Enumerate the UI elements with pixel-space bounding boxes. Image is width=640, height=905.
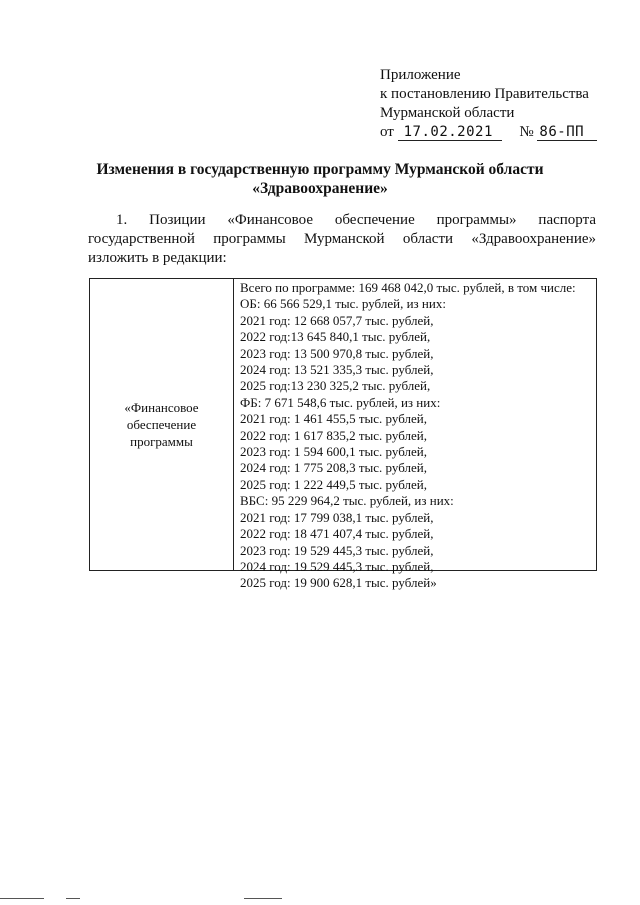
- value-line: 2025 год: 1 222 449,5 тыс. рублей,: [240, 476, 427, 492]
- date-prefix: от: [380, 124, 394, 140]
- value-line: Всего по программе: 169 468 042,0 тыс. рублей, в том числе:: [240, 280, 576, 295]
- value-line: 2024 год: 1 775 208,3 тыс. рублей,: [240, 460, 427, 476]
- document-title: [0, 160, 640, 198]
- decree-number: 86-ПП: [537, 125, 597, 141]
- title-line-1: Изменения в государственную программу Мурманской области: [96, 161, 544, 178]
- appendix-date-number-row: [380, 123, 630, 142]
- paragraph-line-1: 1. Позиции «Финансовое обеспечение программы» паспорта: [116, 212, 596, 228]
- footer-rule: [244, 898, 282, 899]
- paragraph-line-2: государственной программы Мурманской области «Здравоохранение»: [88, 231, 596, 247]
- footer-rule: [0, 898, 44, 899]
- label-line: «Финансовое: [124, 400, 199, 415]
- label-line: программы: [130, 434, 193, 449]
- value-line: 2025 год:13 230 325,2 тыс. рублей,: [240, 378, 431, 394]
- value-line: ФБ: 7 671 548,6 тыс. рублей, из них:: [240, 394, 441, 410]
- value-line: 2024 год: 13 521 335,3 тыс. рублей,: [240, 362, 434, 378]
- appendix-region: Мурманской области: [380, 105, 515, 121]
- value-line: 2022 год: 1 617 835,2 тыс. рублей,: [240, 427, 427, 443]
- value-line: 2021 год: 12 668 057,7 тыс. рублей,: [240, 312, 434, 328]
- table-value-cell: [240, 280, 592, 592]
- value-line: 2021 год: 1 461 455,5 тыс. рублей,: [240, 411, 427, 427]
- value-line: 2021 год: 17 799 038,1 тыс. рублей,: [240, 509, 434, 525]
- appendix-block: [380, 66, 630, 142]
- financing-table: [89, 278, 597, 591]
- value-line: 2023 год: 13 500 970,8 тыс. рублей,: [240, 345, 434, 361]
- body-paragraph: [88, 211, 596, 268]
- paragraph-line-3: изложить в редакции:: [88, 250, 227, 266]
- footer-rule: [66, 898, 80, 899]
- value-line: 2024 год: 19 529 445,3 тыс. рублей,: [240, 558, 434, 574]
- number-prefix: №: [519, 124, 534, 140]
- value-line: ОБ: 66 566 529,1 тыс. рублей, из них:: [240, 296, 446, 312]
- value-line: 2023 год: 1 594 600,1 тыс. рублей,: [240, 444, 427, 460]
- appendix-label: Приложение: [380, 67, 461, 83]
- value-line: ВБС: 95 229 964,2 тыс. рублей, из них:: [240, 493, 454, 509]
- value-line: 2022 год:13 645 840,1 тыс. рублей,: [240, 329, 431, 345]
- title-line-2: «Здравоохранение»: [252, 180, 388, 197]
- decree-date: 17.02.2021: [398, 125, 502, 141]
- table-label-cell: [90, 279, 234, 570]
- value-line: 2022 год: 18 471 407,4 тыс. рублей,: [240, 526, 434, 542]
- value-line: 2025 год: 19 900 628,1 тыс. рублей»: [240, 575, 437, 591]
- appendix-decree-ref: к постановлению Правительства: [380, 86, 589, 102]
- value-line: 2023 год: 19 529 445,3 тыс. рублей,: [240, 542, 434, 558]
- label-line: обеспечение: [126, 417, 197, 432]
